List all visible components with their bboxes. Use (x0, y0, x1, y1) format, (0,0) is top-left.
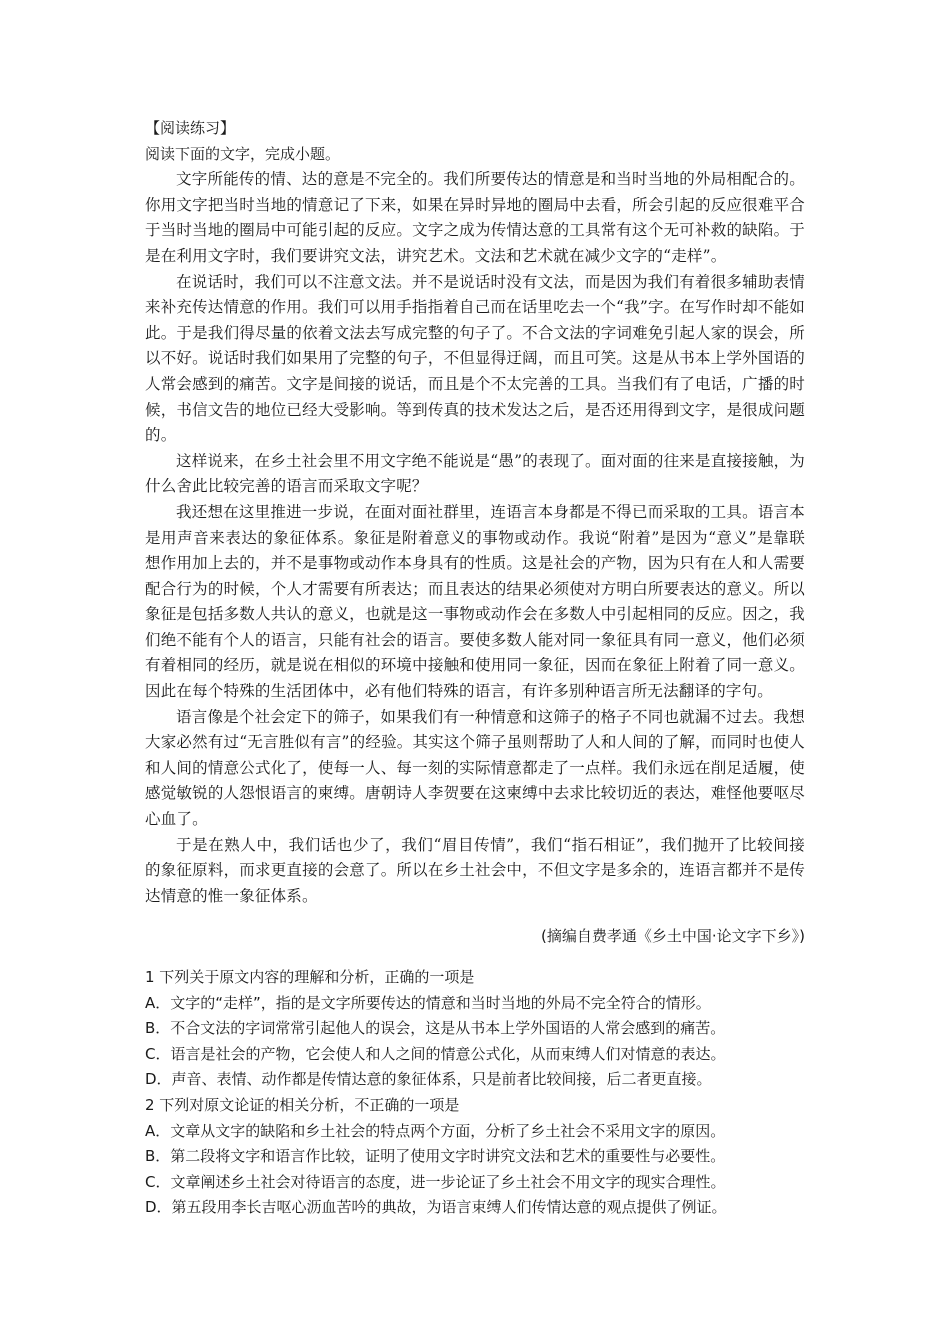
option-a: A．文章从文字的缺陷和乡土社会的特点两个方面，分析了乡土社会不采用文字的原因。 (145, 1121, 726, 1140)
option-c: C．文章阐述乡土社会对待语言的态度，进一步论证了乡土社会不用文字的现实合理性。 (145, 1172, 726, 1191)
option-d: D．第五段用李长吉呕心沥血苦吟的典故，为语言束缚人们传情达意的观点提供了例证。 (145, 1198, 727, 1217)
option-b: B．不合文法的字词常常引起他人的误会，这是从书本上学外国语的人常会感到的痛苦。 (145, 1019, 726, 1038)
question-2 (145, 1093, 805, 1221)
option-c: C．语言是社会的产物，它会使人和人之间的情意公式化，从而束缚人们对情意的表达。 (145, 1044, 726, 1063)
question-1 (145, 965, 805, 1093)
instruction-text: 阅读下面的文字，完成小题。 (145, 144, 341, 163)
question-stem: 2 下列对原文论证的相关分析，不正确的一项是 (145, 1095, 460, 1114)
option-d: D．声音、表情、动作都是传情达意的象征体系，只是前者比较间接，后二者更直接。 (145, 1070, 712, 1089)
option-a: A．文字的“走样”，指的是文字所要传达的情意和当时当地的外局不完全符合的情形。 (145, 993, 711, 1012)
question-stem: 1 下列关于原文内容的理解和分析，正确的一项是 (145, 968, 475, 986)
passage-paragraph-3: 这样说来，在乡土社会里不用文字绝不能说是“愚”的表现了。面对面的往来是直接接触，为什么舍此比较完善的语言而采取文字呢？ (145, 451, 805, 496)
passage-paragraph-2: 在说话时，我们可以不注意文法。并不是说话时没有文法，而是因为我们有着很多辅助表情来补充传达情意的作用。我们可以用手指指着自己而在话里吃去一个“我”字。在写作时却不能如此。于是我们得尽量的依着文法去写成完整的句子了。不合文法的字词难免引起人家的误会，所以不好。说话时我们如果用了完整的句子，不但显得迂阔，而且可笑。这是从书本上学外国语的人常会感到的痛苦。文字是间接的说话，而且是个不太完善的工具。当我们有了电话，广播的时候，书信文告的地位已经大受影响。等到传真的技术发达之后，是否还用得到文字，是很成问题的。 (145, 272, 805, 445)
document-page (145, 116, 805, 1221)
section-title: 【阅读练习】 (145, 119, 236, 137)
passage-paragraph-6: 于是在熟人中，我们话也少了，我们“眉目传情”，我们“指石相证”，我们抛开了比较间接的象征原料，而求更直接的会意了。所以在乡土社会中，不但文字是多余的，连语言都并不是传达情意的惟一象征体系。 (145, 835, 805, 905)
option-b: B．第二段将文字和语言作比较，证明了使用文字时讲究文法和艺术的重要性与必要性。 (145, 1147, 726, 1166)
passage-paragraph-4: 我还想在这里推进一步说，在面对面社群里，连语言本身都是不得已而采取的工具。语言本是用声音来表达的象征体系。象征是附着意义的事物或动作。我说“附着”是因为“意义”是靠联想作用加上去的，并不是事物或动作本身具有的性质。这是社会的产物，因为只有在人和人需要配合行为的时候，个人才需要有所表达；而且表达的结果必须使对方明白所要表达的意义。所以象征是包括多数人共认的意义，也就是这一事物或动作会在多数人中引起相同的反应。因之，我们绝不能有个人的语言，只能有社会的语言。要使多数人能对同一象征具有同一意义，他们必须有着相同的经历，就是说在相似的环境中接触和使用同一象征，因而在象征上附着了同一意义。因此在每个特殊的生活团体中，必有他们特殊的语言，有许多别种语言所无法翻译的字句。 (145, 502, 805, 701)
reading-passage (145, 167, 805, 950)
passage-source: (摘编自费孝通《乡土中国·论文字下乡》) (541, 927, 805, 946)
passage-paragraph-5: 语言像是个社会定下的筛子，如果我们有一种情意和这筛子的格子不同也就漏不过去。我想大家必然有过“无言胜似有言”的经验。其实这个筛子虽则帮助了人和人间的了解，而同时也使人和人间的情意公式化了，使每一人、每一刻的实际情意都走了一点样。我们永远在削足适履，使感觉敏锐的人怨恨语言的柬缚。唐朝诗人李贺要在这柬缚中去求比较切近的表达，难怪他要呕尽心血了。 (145, 707, 805, 829)
passage-paragraph-1: 文字所能传的情、达的意是不完全的。我们所要传达的情意是和当时当地的外局相配合的。你用文字把当时当地的情意记了下来，如果在异时异地的圈局中去看，所会引起的反应很难平合于当时当地的圈局中可能引起的反应。文字之成为传情达意的工具常有这个无可补救的缺陷。于是在利用文字时，我们要讲究文法，讲究艺术。文法和艺术就在减少文字的“走样”。 (145, 170, 805, 265)
